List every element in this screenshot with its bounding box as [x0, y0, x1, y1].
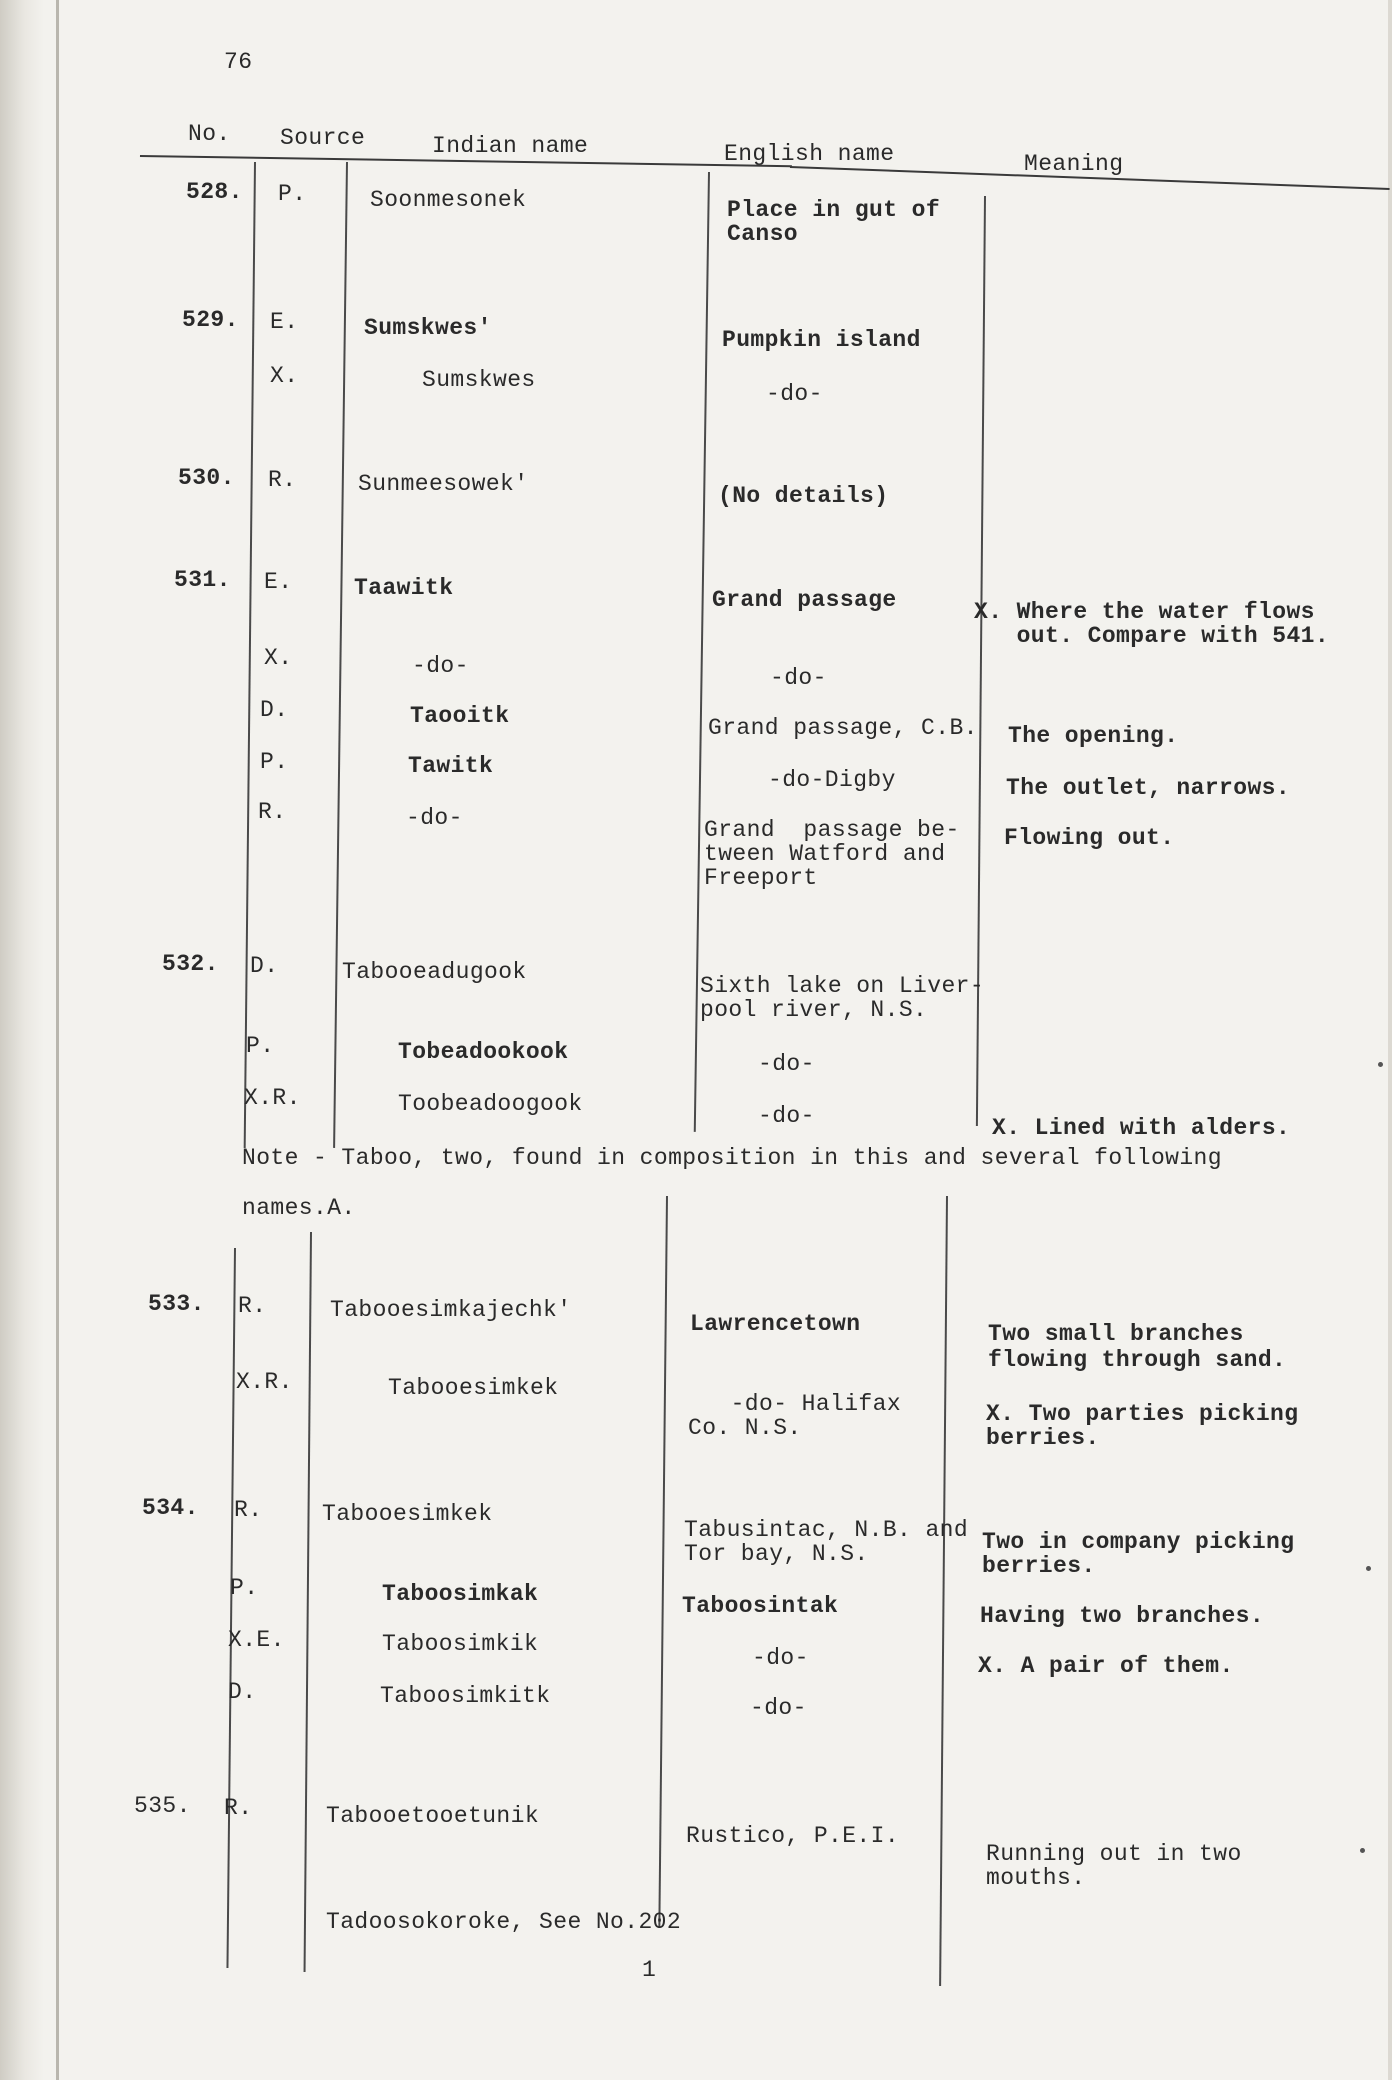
entry-533-source: R. [238, 1293, 267, 1319]
header-no: No. [188, 121, 231, 147]
page-right-edge [1388, 0, 1392, 2080]
entry-529x-indian: Sumskwes [422, 367, 536, 393]
entry-531x-english: -do- [770, 665, 827, 691]
entry-534-meaning-line2: berries. [982, 1553, 1096, 1579]
page-speck [1366, 1566, 1371, 1571]
entry-528-source: P. [278, 181, 307, 207]
entry-534-indian: Tabooesimkek [322, 1501, 493, 1527]
page-number: 76 [224, 49, 253, 75]
column-rule-no-source-upper [244, 162, 256, 1148]
entry-529x-source: X. [270, 363, 299, 389]
see-also-note: Tadoosokoroke, See No.202 [326, 1909, 682, 1935]
entry-534-meaning-line1: Two in company picking [982, 1529, 1295, 1555]
note-532-line1: Note - Taboo, two, found in composition in this and several following [242, 1145, 1222, 1171]
entry-532-source: D. [250, 953, 279, 979]
entry-532p-source: P. [246, 1033, 275, 1059]
entry-532p-indian: Tobeadookook [398, 1039, 569, 1065]
entry-531-indian: Taawitk [354, 575, 454, 601]
entry-534-source: R. [234, 1497, 263, 1523]
entry-528-english-line1: Place in gut of [727, 197, 941, 223]
header-meaning: Meaning [1024, 151, 1124, 177]
entry-532xr-indian: Toobeadoogook [398, 1091, 583, 1117]
entry-530-no: 530. [178, 465, 235, 491]
entry-531r-english-line1: Grand passage be- [704, 817, 960, 843]
entry-535-english: Rustico, P.E.I. [686, 1823, 900, 1849]
entry-531x-source: X. [264, 645, 293, 671]
column-rule-english-meaning-lower [939, 1196, 948, 1986]
entry-533xr-meaning-line1: X. Two parties picking [986, 1401, 1299, 1427]
entry-531-english: Grand passage [712, 587, 897, 613]
column-rule-indian-english-lower [658, 1196, 668, 1928]
entry-535-indian: Tabooetooetunik [326, 1803, 540, 1829]
entry-531-meaning-line1: X. Where the water flows [974, 599, 1315, 625]
entry-533-english: Lawrencetown [690, 1311, 861, 1337]
entry-533xr-english-line2: Co. N.S. [688, 1415, 802, 1441]
entry-528-english-line2: Canso [727, 221, 799, 247]
column-rule-source-indian-upper [333, 162, 348, 1148]
entry-530-source: R. [268, 467, 297, 493]
footer-mark: 1 [642, 1957, 657, 1983]
entry-533-meaning-line2: flowing through sand. [988, 1347, 1287, 1373]
entry-531d-meaning: The opening. [1008, 723, 1179, 749]
column-rule-source-indian-lower [304, 1232, 312, 1972]
entry-534-no: 534. [142, 1495, 199, 1521]
entry-534p-english: Taboosintak [682, 1593, 839, 1619]
entry-531r-meaning: Flowing out. [1004, 825, 1175, 851]
entry-535-source: R. [224, 1795, 253, 1821]
entry-531p-english: -do-Digby [768, 767, 896, 793]
page-speck [1378, 1062, 1383, 1067]
entry-529-indian: Sumskwes' [364, 315, 492, 341]
entry-531d-indian: Taooitk [410, 703, 510, 729]
column-rule-no-source-lower [226, 1248, 236, 1968]
entry-533-no: 533. [148, 1291, 205, 1317]
entry-532-no: 532. [162, 951, 219, 977]
entry-532-english-line1: Sixth lake on Liver- [700, 973, 985, 999]
entry-531r-indian: -do- [406, 805, 463, 831]
entry-533xr-meaning-line2: berries. [986, 1425, 1100, 1451]
entry-533xr-english-line1: -do- Halifax [688, 1391, 902, 1417]
entry-530-english: (No details) [718, 483, 889, 509]
entry-534xe-indian: Taboosimkik [382, 1631, 539, 1657]
entry-531r-english-line3: Freeport [704, 865, 818, 891]
entry-533xr-source: X.R. [236, 1369, 293, 1395]
header-indian-name: Indian name [432, 133, 589, 159]
entry-529-source: E. [270, 309, 299, 335]
entry-535-no: 535. [134, 1793, 191, 1819]
entry-530-indian: Sunmeesowek' [358, 471, 529, 497]
entry-532xr-source: X.R. [244, 1085, 301, 1111]
entry-532p-english: -do- [758, 1051, 815, 1077]
entry-533-indian: Tabooesimkajechk' [330, 1297, 572, 1323]
entry-535-meaning-line2: mouths. [986, 1865, 1086, 1891]
entry-532-indian: Tabooeadugook [342, 959, 527, 985]
entry-528-indian: Soonmesonek [370, 187, 527, 213]
entry-531x-indian: -do- [412, 653, 469, 679]
entry-534p-meaning: Having two branches. [980, 1603, 1265, 1629]
entry-531d-source: D. [260, 697, 289, 723]
entry-534xe-source: X.E. [228, 1627, 285, 1653]
entry-534d-source: D. [228, 1679, 257, 1705]
entry-531-source: E. [264, 569, 293, 595]
entry-529-english: Pumpkin island [722, 327, 921, 353]
entry-533-meaning-line1: Two small branches [988, 1321, 1244, 1347]
page-speck [1360, 1848, 1365, 1853]
entry-531-meaning-line2: out. Compare with 541. [974, 623, 1330, 649]
entry-531d-english: Grand passage, C.B. [708, 715, 978, 741]
entry-534p-indian: Taboosimkak [382, 1581, 539, 1607]
entry-528-no: 528. [186, 179, 243, 205]
entry-534-english-line2: Tor bay, N.S. [684, 1541, 869, 1567]
entry-531p-meaning: The outlet, narrows. [1006, 775, 1291, 801]
page-binding-shadow [0, 0, 44, 2080]
entry-531r-english-line2: tween Watford and [704, 841, 946, 867]
entry-529-no: 529. [182, 307, 239, 333]
header-source: Source [280, 125, 366, 151]
entry-534xe-meaning: X. A pair of them. [978, 1653, 1234, 1679]
entry-534-english-line1: Tabusintac, N.B. and [684, 1517, 969, 1543]
entry-533xr-indian: Tabooesimkek [388, 1375, 559, 1401]
entry-534xe-english: -do- [752, 1645, 809, 1671]
entry-529x-english: -do- [766, 381, 823, 407]
entry-531p-source: P. [260, 749, 289, 775]
entry-534p-source: P. [230, 1575, 259, 1601]
entry-531p-indian: Tawitk [408, 753, 494, 779]
entry-534d-english: -do- [750, 1695, 807, 1721]
entry-532xr-meaning: X. Lined with alders. [992, 1115, 1291, 1141]
entry-534d-indian: Taboosimkitk [380, 1683, 551, 1709]
entry-531r-source: R. [258, 799, 287, 825]
note-532-line2: names.A. [242, 1195, 356, 1221]
entry-535-meaning-line1: Running out in two [986, 1841, 1242, 1867]
entry-532xr-english: -do- [758, 1103, 815, 1129]
entry-532-english-line2: pool river, N.S. [700, 997, 928, 1023]
binding-edge [56, 0, 59, 2080]
header-english-name: English name [724, 141, 895, 167]
entry-531-no: 531. [174, 567, 231, 593]
